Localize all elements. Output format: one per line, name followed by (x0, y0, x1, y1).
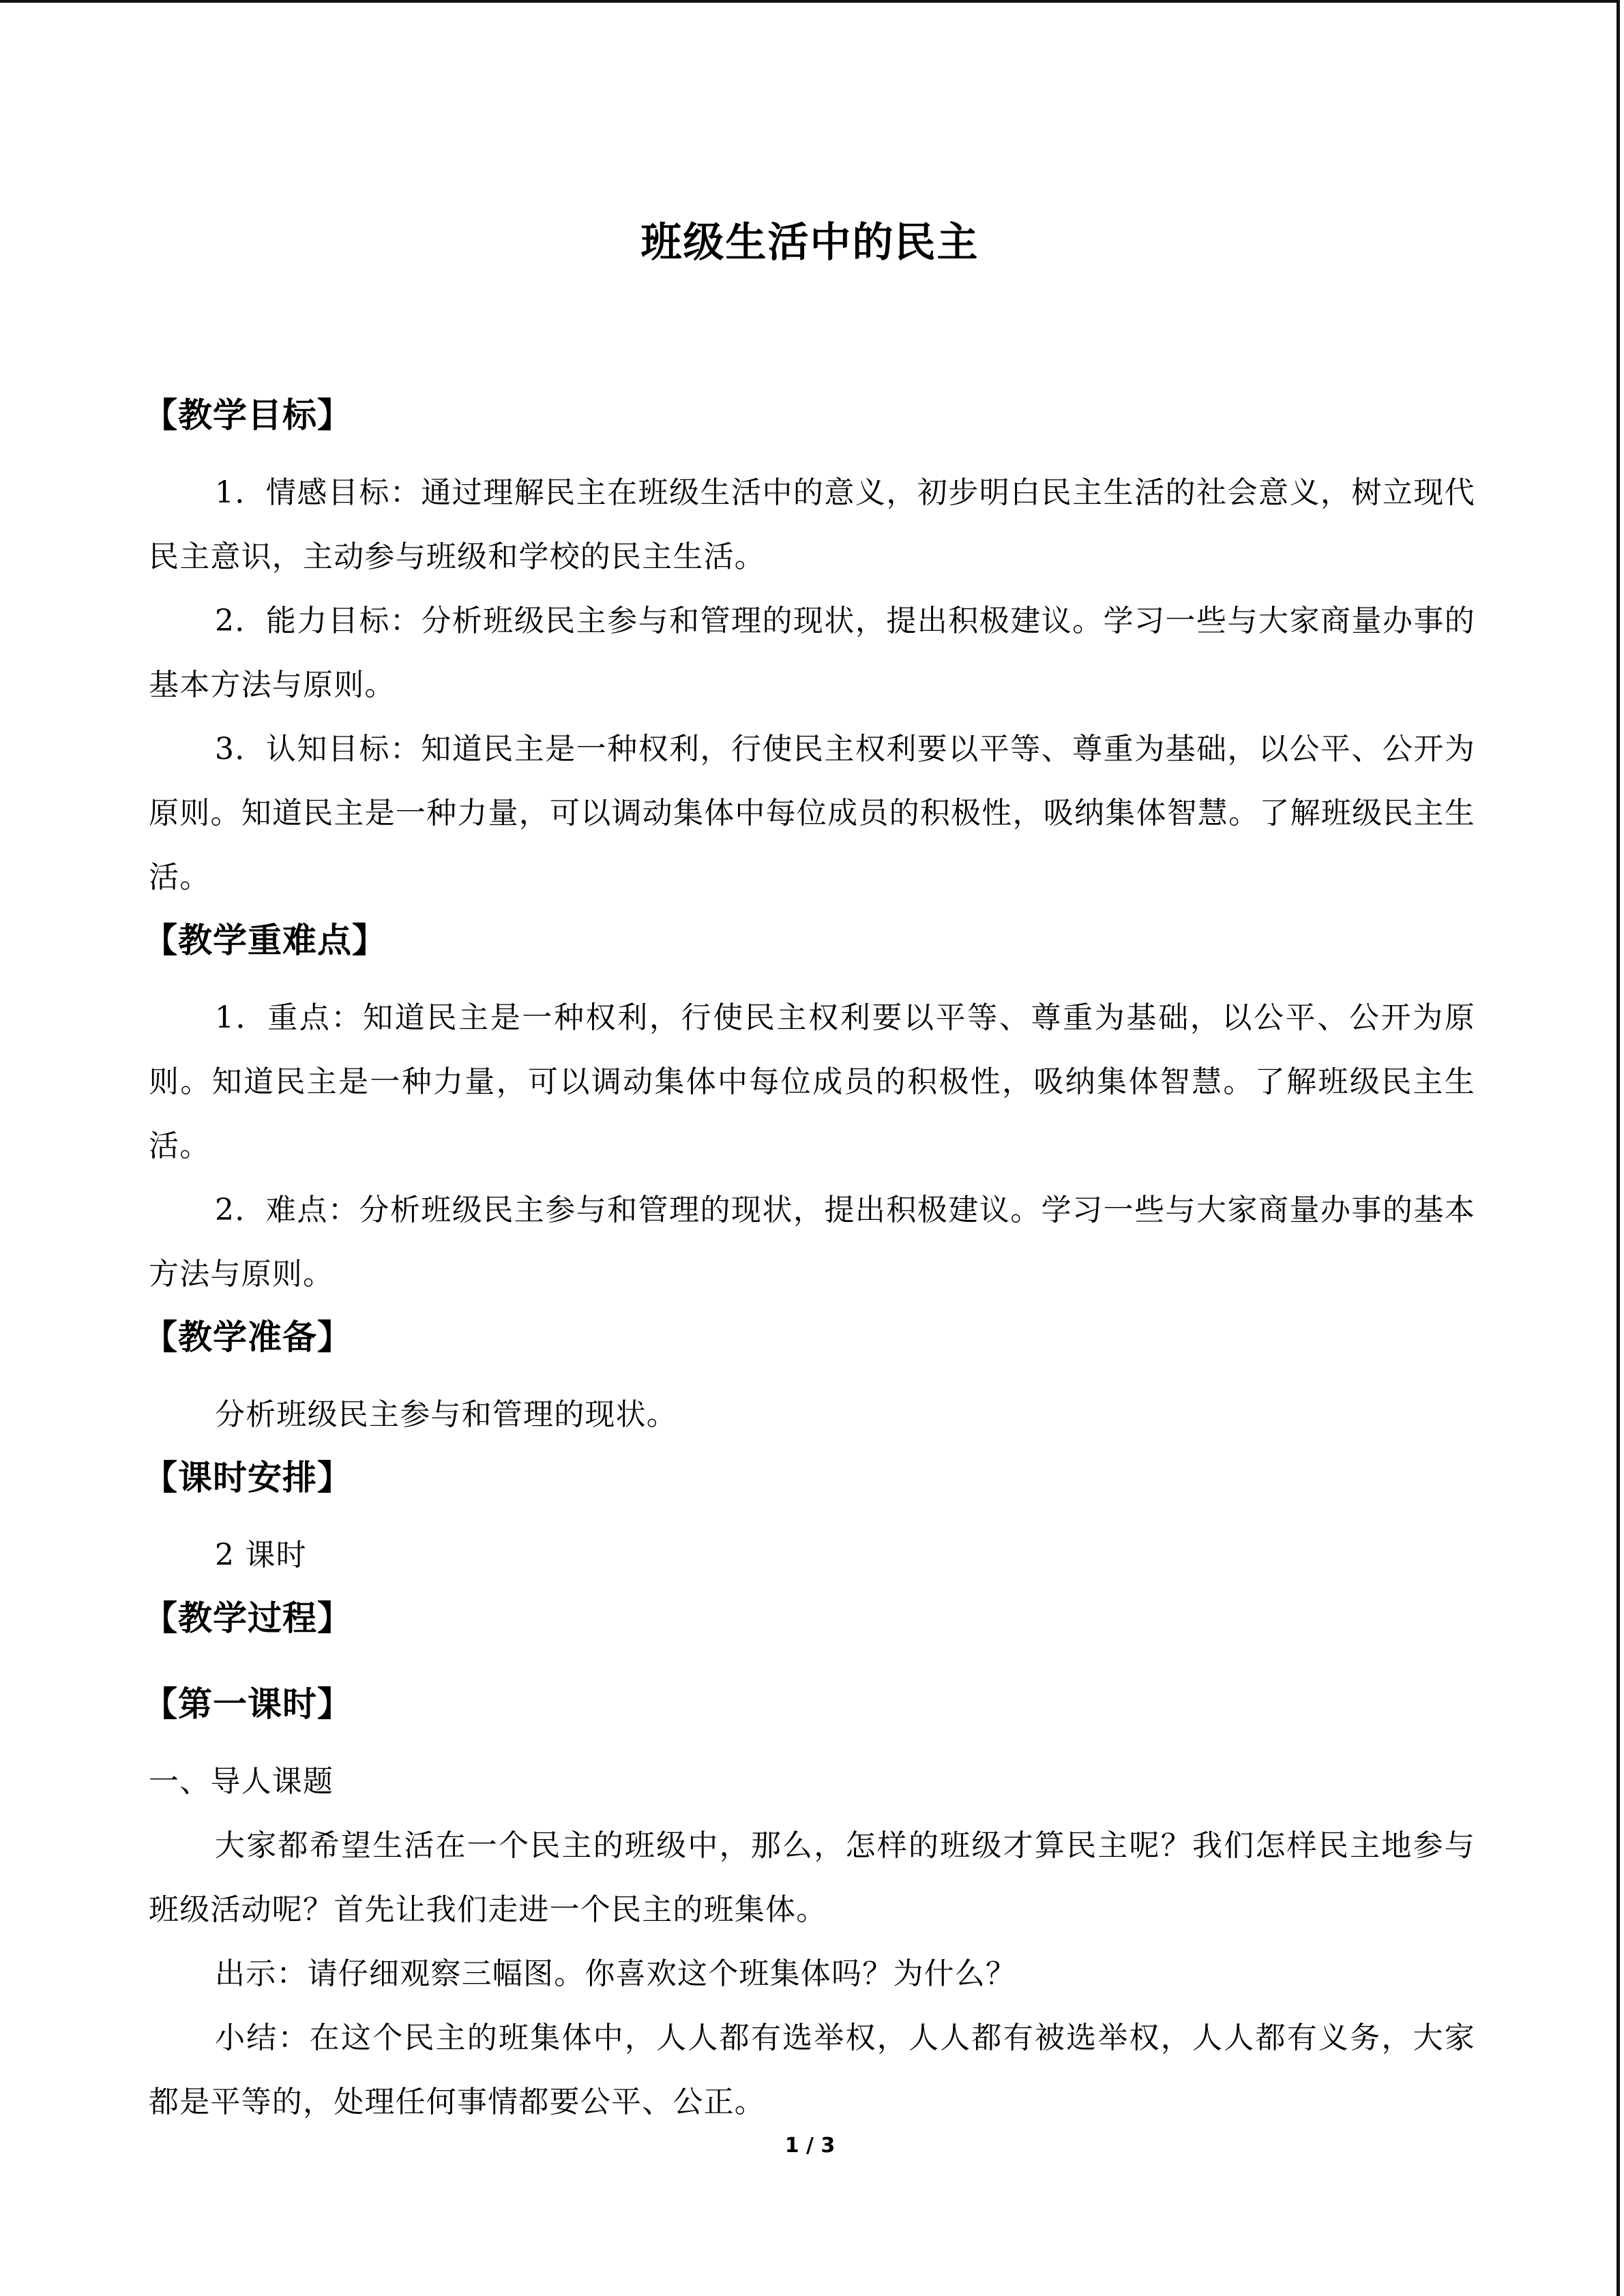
document-body (143, 385, 1475, 2134)
preparation-text: 分析班级民主参与和管理的现状。 (215, 1397, 677, 1432)
lesson-paragraph-summary: 小结：在这个民主的班集体中，人人都有选举权，人人都有被选举权，人人都有义务，大家都是平等的，处理任何事情都要公平、公正。 (149, 2021, 1475, 2119)
section-preparation (143, 1307, 1475, 1447)
lesson-paragraph-show: 出示：请仔细观察三幅图。你喜欢这个班集体吗？为什么？ (215, 1956, 1017, 1991)
document-title: 班级生活中的民主 (640, 219, 979, 267)
section-objectives (143, 385, 1475, 910)
heading-process: 【教学过程】 (143, 1598, 352, 1638)
section-process (143, 1587, 1475, 1673)
section-schedule (143, 1447, 1475, 1587)
page-number: 1 / 3 (784, 2134, 836, 2158)
section-key-points (143, 910, 1475, 1307)
heading-schedule: 【课时安排】 (143, 1458, 352, 1497)
objective-item-emotional: 1．情感目标：通过理解民主在班级生活中的意义，初步明白民主生活的社会意义，树立现代民主意识，主动参与班级和学校的民主生活。 (149, 475, 1475, 574)
objective-item-cognitive: 3．认知目标：知道民主是一种权利，行使民主权利要以平等、尊重为基础，以公平、公开为原则。知道民主是一种力量，可以调动集体中每位成员的积极性，吸纳集体智慧。了解班级民主生活。 (149, 732, 1475, 895)
objective-item-ability: 2．能力目标：分析班级民主参与和管理的现状，提出积极建议。学习一些与大家商量办事的基本方法与原则。 (149, 603, 1475, 702)
heading-objectives: 【教学目标】 (143, 396, 352, 435)
heading-first-lesson: 【第一课时】 (143, 1684, 352, 1724)
heading-key-points: 【教学重难点】 (143, 921, 387, 960)
step-title-intro: 一、导人课题 (149, 1764, 334, 1799)
schedule-text: 2 课时 (215, 1538, 307, 1572)
key-point-difficulty: 2．难点：分析班级民主参与和管理的现状，提出积极建议。学习一些与大家商量办事的基本方法与原则。 (149, 1193, 1475, 1292)
heading-preparation: 【教学准备】 (143, 1317, 352, 1357)
lesson-paragraph-intro: 大家都希望生活在一个民主的班级中，那么，怎样的班级才算民主呢？我们怎样民主地参与班级活动呢？首先让我们走进一个民主的班集体。 (149, 1828, 1475, 1927)
section-first-lesson (143, 1673, 1475, 2134)
key-point-focus: 1．重点：知道民主是一种权利，行使民主权利要以平等、尊重为基础，以公平、公开为原则。知道民主是一种力量，可以调动集体中每位成员的积极性，吸纳集体智慧。了解班级民主生活。 (149, 1000, 1475, 1163)
